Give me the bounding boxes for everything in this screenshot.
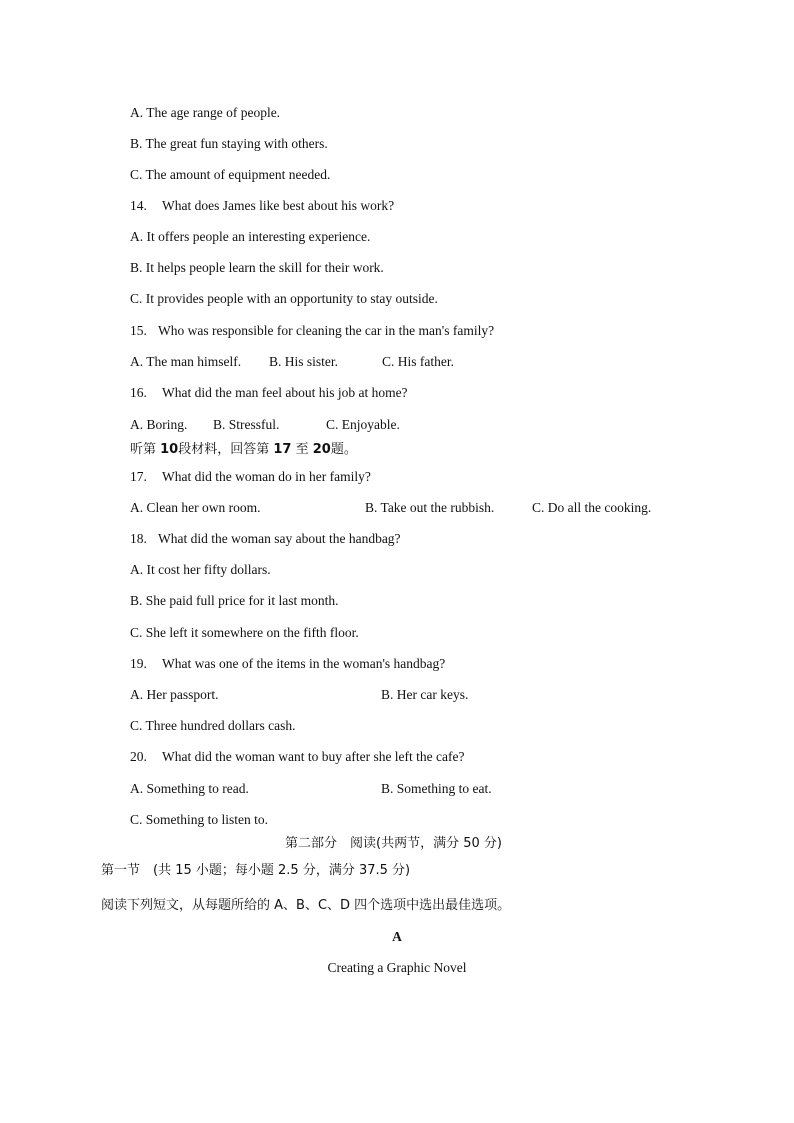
q19-stem xyxy=(130,656,445,672)
q20-option-b: B. Something to eat. xyxy=(381,781,492,796)
q16-stem xyxy=(130,385,408,401)
section-10-mid2: 至 xyxy=(291,442,313,457)
q15-text: Who was responsible for cleaning the car in the man's family? xyxy=(158,323,495,338)
section-10-start-question: 17 xyxy=(273,442,292,457)
q15-number: 15. xyxy=(130,323,147,338)
passage-letter: A xyxy=(392,929,402,944)
section-10-instruction xyxy=(130,442,357,458)
q17-options xyxy=(130,500,651,516)
q20-text: What did the woman want to buy after she left the cafe? xyxy=(162,749,465,764)
q17-number: 17. xyxy=(130,469,147,484)
q17-option-b: B. Take out the rubbish. xyxy=(365,500,495,515)
q20-number: 20. xyxy=(130,749,147,764)
q17-option-a: A. Clean her own room. xyxy=(130,500,261,515)
q16-options xyxy=(130,417,400,433)
q19-option-c: C. Three hundred dollars cash. xyxy=(130,718,296,733)
q16-number: 16. xyxy=(130,385,147,400)
q18-option-b: B. She paid full price for it last month. xyxy=(130,593,339,608)
reading-instruction: 阅读下列短文，从每题所给的 A、B、C、D 四个选项中选出最佳选项。 xyxy=(101,898,511,913)
q18-text: What did the woman say about the handbag? xyxy=(158,531,401,546)
q18-stem xyxy=(130,531,401,547)
section-10-post: 题。 xyxy=(330,442,357,457)
q17-stem xyxy=(130,469,371,485)
q16-option-a: A. Boring. xyxy=(130,417,188,432)
part2-heading: 第二部分 阅读(共两节，满分 50 分) xyxy=(285,836,502,851)
q19-option-a: A. Her passport. xyxy=(130,687,219,702)
q15-stem xyxy=(130,323,494,339)
q19-text: What was one of the items in the woman's handbag? xyxy=(162,656,446,671)
section-10-mid1: 段材料，回答第 xyxy=(178,442,274,457)
section-10-passage-number: 10 xyxy=(160,442,179,457)
q16-text: What did the man feel about his job at home? xyxy=(162,385,408,400)
section-10-end-question: 20 xyxy=(312,442,331,457)
q14-option-b: B. It helps people learn the skill for their work. xyxy=(130,260,384,275)
q14-number: 14. xyxy=(130,198,147,213)
q20-options-ab xyxy=(130,781,492,797)
q17-option-c: C. Do all the cooking. xyxy=(532,500,652,515)
q15-option-b: B. His sister. xyxy=(269,354,339,369)
q14-option-a: A. It offers people an interesting experience. xyxy=(130,229,371,244)
section-10-pre: 听第 xyxy=(130,442,161,457)
q16-option-c: C. Enjoyable. xyxy=(326,417,400,432)
q19-number: 19. xyxy=(130,656,147,671)
q17-text: What did the woman do in her family? xyxy=(162,469,371,484)
q13-option-b: B. The great fun staying with others. xyxy=(130,136,328,151)
q20-option-a: A. Something to read. xyxy=(130,781,249,796)
q13-option-c: C. The amount of equipment needed. xyxy=(130,167,331,182)
q14-text: What does James like best about his work? xyxy=(162,198,395,213)
q15-option-a: A. The man himself. xyxy=(130,354,242,369)
section1-heading: 第一节 (共 15 小题；每小题 2.5 分，满分 37.5 分) xyxy=(101,863,411,878)
q20-option-c: C. Something to listen to. xyxy=(130,812,269,827)
q19-option-b: B. Her car keys. xyxy=(381,687,469,702)
q15-option-c: C. His father. xyxy=(382,354,454,369)
q14-stem xyxy=(130,198,394,214)
q20-stem xyxy=(130,749,465,765)
q19-options-ab xyxy=(130,687,468,703)
q13-option-a: A. The age range of people. xyxy=(130,105,281,120)
q18-option-c: C. She left it somewhere on the fifth floor. xyxy=(130,625,359,640)
q15-options xyxy=(130,354,454,370)
q14-option-c: C. It provides people with an opportunity to stay outside. xyxy=(130,291,438,306)
q16-option-b: B. Stressful. xyxy=(213,417,280,432)
passage-title: Creating a Graphic Novel xyxy=(327,960,467,975)
q18-option-a: A. It cost her fifty dollars. xyxy=(130,562,271,577)
q18-number: 18. xyxy=(130,531,147,546)
